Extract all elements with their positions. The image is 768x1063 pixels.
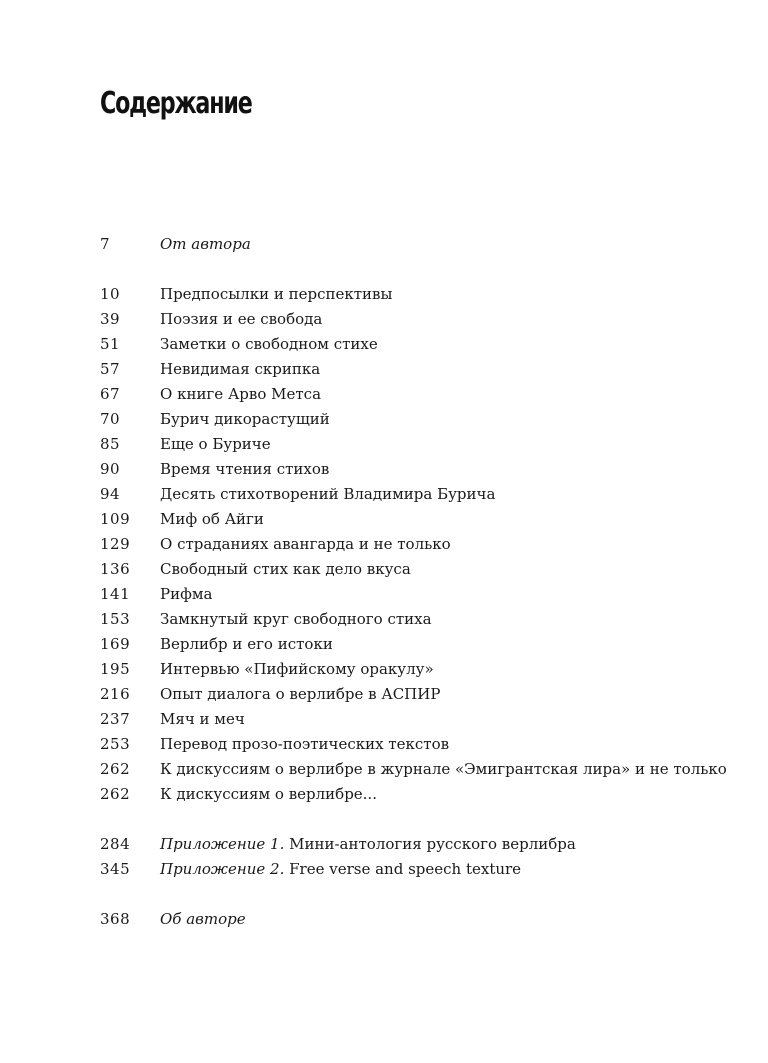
- toc-entry: [100, 757, 740, 782]
- toc-entry: [100, 582, 740, 607]
- toc-entry: [100, 307, 740, 332]
- toc-entry: [100, 857, 740, 882]
- toc-entry-title: Рифма: [160, 585, 213, 603]
- toc-page-number: 10: [100, 285, 121, 303]
- toc-entry-title: Опыт диалога о верлибре в АСПИР: [160, 685, 441, 703]
- toc-entry-title: Время чтения стихов: [160, 460, 330, 478]
- toc-entry: [100, 407, 740, 432]
- toc-page-number: 284: [100, 835, 131, 853]
- toc-page-number: 85: [100, 435, 121, 453]
- toc-page-number: 51: [100, 335, 121, 353]
- toc-entry: [100, 382, 740, 407]
- toc-page-number: 7: [100, 235, 111, 253]
- toc-entry-title: О страданиях авангарда и не только: [160, 535, 451, 553]
- toc-page-number: 57: [100, 360, 121, 378]
- toc-entry: [100, 357, 740, 382]
- toc-page-number: 237: [100, 710, 131, 728]
- toc-page-number: 169: [100, 635, 131, 653]
- toc-entry-title: Перевод прозо-поэтических текстов: [160, 735, 450, 753]
- toc-entry-title: Мяч и меч: [160, 710, 245, 728]
- toc-group-main: [100, 282, 740, 807]
- toc-entry-title: О книге Арво Метса: [160, 385, 322, 403]
- toc-entry: [100, 482, 740, 507]
- toc-entry-title: Верлибр и его истоки: [160, 635, 333, 653]
- toc-entry: [100, 532, 740, 557]
- toc-entry-title: К дискуссиям о верлибре...: [160, 785, 377, 803]
- toc-group-appendices: [100, 832, 740, 882]
- toc-entry: [100, 707, 740, 732]
- toc-entry-title: Свободный стих как дело вкуса: [160, 560, 411, 578]
- toc-entry-title: Бурич дикорастущий: [160, 410, 330, 428]
- appendix-title: Мини-антология русского верлибра: [289, 835, 576, 853]
- toc-entry: [100, 832, 740, 857]
- appendix-label: Приложение 1.: [160, 835, 285, 853]
- toc-entry-title: Предпосылки и перспективы: [160, 285, 393, 303]
- toc-entry-title: Десять стихотворений Владимира Бурича: [160, 485, 496, 503]
- toc-entry-title: От автора: [160, 235, 251, 253]
- toc-page-number: 67: [100, 385, 121, 403]
- toc-page-number: 94: [100, 485, 121, 503]
- toc-entry: [100, 282, 740, 307]
- toc-page-number: 129: [100, 535, 131, 553]
- toc-entry: [100, 657, 740, 682]
- toc-page-number: 90: [100, 460, 121, 478]
- toc-group-about: [100, 907, 740, 932]
- toc-page-number: 136: [100, 560, 131, 578]
- toc-page-number: 195: [100, 660, 131, 678]
- toc-page-number: 141: [100, 585, 131, 603]
- toc-page-number: 109: [100, 510, 131, 528]
- toc-entry: [100, 607, 740, 632]
- toc-entry-title: Замкнутый круг свободного стиха: [160, 610, 432, 628]
- table-of-contents: [100, 232, 740, 957]
- toc-entry: [100, 457, 740, 482]
- toc-entry: [100, 732, 740, 757]
- toc-entry: [100, 557, 740, 582]
- toc-entry-title: [160, 832, 740, 857]
- toc-entry: [100, 782, 740, 807]
- toc-page-number: 216: [100, 685, 131, 703]
- toc-entry-title: [160, 857, 740, 882]
- page-title: Содержание: [100, 86, 252, 121]
- toc-group-intro: [100, 232, 740, 257]
- toc-entry: [100, 332, 740, 357]
- toc-entry: [100, 907, 740, 932]
- toc-page-number: 262: [100, 760, 131, 778]
- toc-entry: [100, 432, 740, 457]
- toc-entry: [100, 232, 740, 257]
- toc-entry-title: Поэзия и ее свобода: [160, 310, 323, 328]
- toc-entry-title: Еще о Буриче: [160, 435, 271, 453]
- toc-page-number: 39: [100, 310, 121, 328]
- toc-page-number: 368: [100, 910, 131, 928]
- toc-entry-title: Заметки о свободном стихе: [160, 335, 378, 353]
- appendix-title: Free verse and speech texture: [289, 860, 522, 878]
- toc-entry-title: К дискуссиям о верлибре в журнале «Эмигрантская лира» и не только: [160, 760, 727, 778]
- toc-entry-title: Невидимая скрипка: [160, 360, 321, 378]
- toc-page-number: 253: [100, 735, 131, 753]
- toc-page-number: 262: [100, 785, 131, 803]
- toc-entry: [100, 507, 740, 532]
- toc-page-number: 153: [100, 610, 131, 628]
- toc-entry-title: Миф об Айги: [160, 510, 264, 528]
- toc-entry-title: Об авторе: [160, 910, 246, 928]
- toc-entry: [100, 682, 740, 707]
- toc-entry-title: Интервью «Пифийскому оракулу»: [160, 660, 434, 678]
- toc-entry: [100, 632, 740, 657]
- toc-page-number: 70: [100, 410, 121, 428]
- appendix-label: Приложение 2.: [160, 860, 285, 878]
- toc-page-number: 345: [100, 860, 131, 878]
